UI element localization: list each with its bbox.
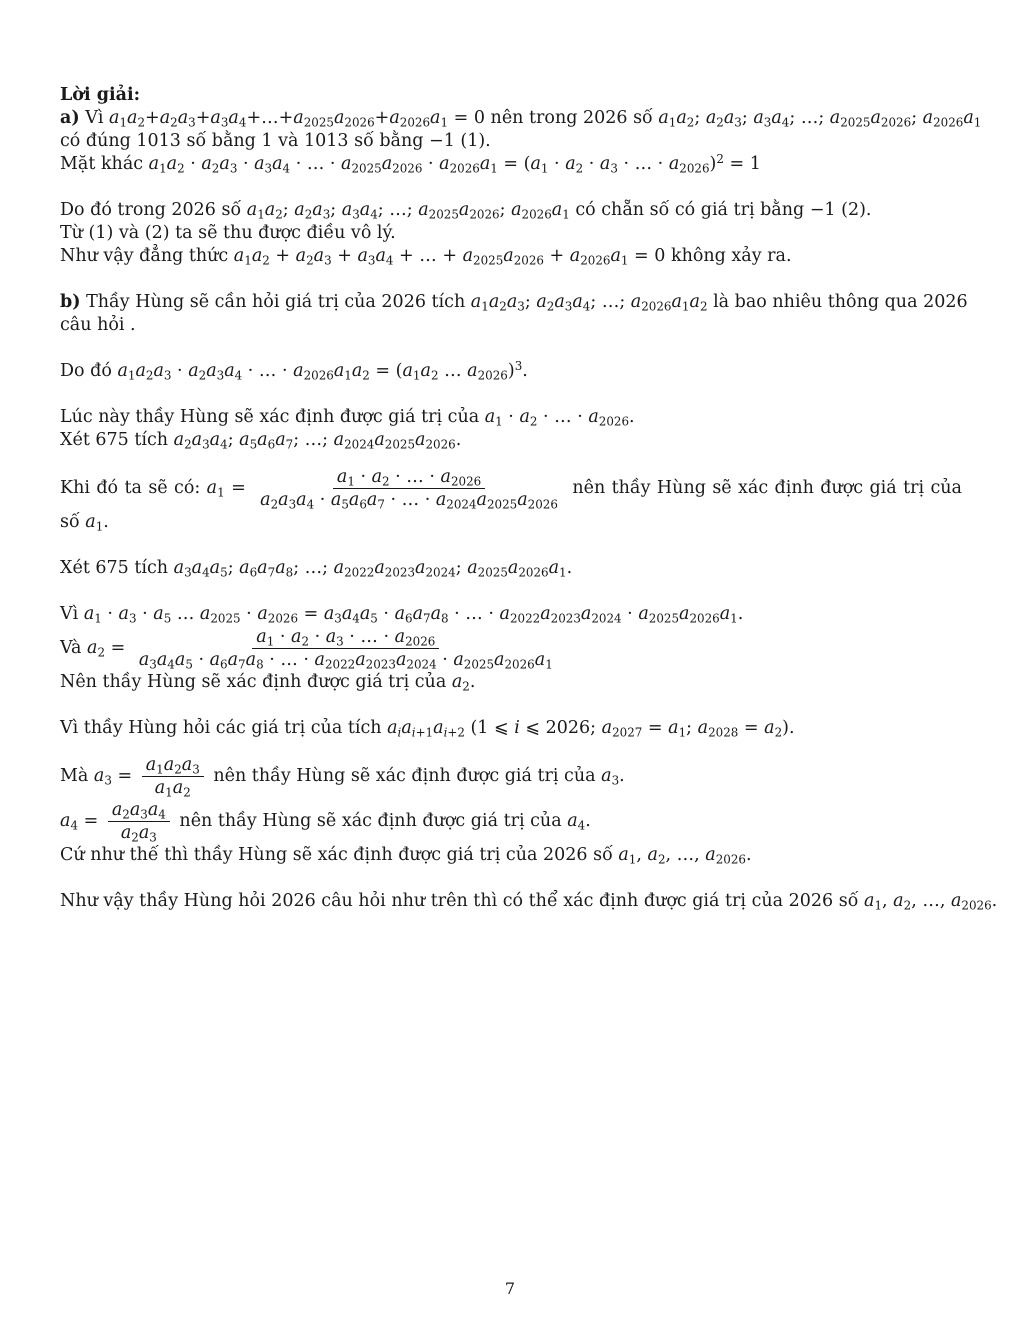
part-a-line-5: Từ (1) và (2) ta sẽ thu được điều vô lý. xyxy=(60,223,396,243)
fraction-a4: $\frac{a_2a_3a_4}{a_2a_3}$ xyxy=(108,799,170,844)
solution-heading: Lời giải: xyxy=(60,85,141,105)
part-b-line-14: $a_4$ = $\frac{a_2a_3a_4}{a_2a_3}$ nên thầy Hùng sẽ xác định được giá trị của $a_4$. xyxy=(60,800,591,845)
fraction-a2: $\frac{a_1 \cdot a_2 \cdot a_3 \cdot \dots \cdot a_{2026}}{a_3a_4a_5 \cdot a_6a_7a_8 \cdot \dots \cdot a_{2022}a_{2023}a_{2024} \cdot a_{2025}a_{2026}a_1}$ xyxy=(138,627,553,672)
part-b-line-4: Lúc này thầy Hùng sẽ xác định được giá trị của $a_1 \cdot a_2$ · … · $a_{2026}$. xyxy=(60,407,635,429)
part-b-line-9: Vì $a_1 \cdot a_3 \cdot a_5$ … $a_{2025} \cdot a_{2026} = a_3a_4a_5 \cdot a_6a_7a_8$ · … · $a_{2022}a_{2023}a_{2024} \cdot a_{2025}a_{2026}a_1$. xyxy=(60,604,744,626)
fraction-a1: $\frac{a_1 \cdot a_2 \cdot \dots \cdot a_{2026}}{a_2a_3a_4 \cdot a_5a_6a_7 \cdot \dots \cdot a_{2024}a_{2025}a_{2026}}$ xyxy=(260,467,558,512)
part-b-line-8: Xét 675 tích $a_3a_4a_5$; $a_6a_7a_8$; …; $a_{2022}a_{2023}a_{2024}$; $a_{2025}a_{2026}a_1$. xyxy=(60,558,573,580)
part-b-line-16: Như vậy thầy Hùng hỏi 2026 câu hỏi như trên thì có thể xác định được giá trị của 2026 số $a_1$, $a_2$, …, $a_{2026}$. xyxy=(60,891,998,913)
part-b-line-10: Và $a_2$ = $\frac{a_1 \cdot a_2 \cdot a_3 \cdot \dots \cdot a_{2026}}{a_3a_4a_5 \cdot a_6a_7a_8 \cdot \dots \cdot a_{2022}a_{2023}a_{2024} \cdot a_{2025}a_{2026}a_1}$ xyxy=(60,626,962,671)
part-b-line-6: Khi đó ta sẽ có: $a_1$ = $\frac{a_1 \cdot a_2 \cdot \dots \cdot a_{2026}}{a_2a_3a_4 \cdot a_5a_6a_7 \cdot \dots \cdot a_{2024}a_{2025}a_{2026}}$ nên thầy Hùng sẽ xác định được giá trị của xyxy=(60,467,962,512)
part-b-line-12: Vì thầy Hùng hỏi các giá trị của tích $a_ia_{i+1}a_{i+2}$ (1 ⩽ i ⩽ 2026; $a_{2027} = a_1$; $a_{2028} = a_2$). xyxy=(60,718,795,740)
part-b-line-7: số $a_1$. xyxy=(60,512,109,534)
part-a-label: a) xyxy=(60,108,80,128)
part-a-line-2: có đúng 1013 số bằng 1 và 1013 số bằng −1 (1). xyxy=(60,131,491,151)
part-b-line-13: Mà $a_3$ = $\frac{a_1a_2a_3}{a_1a_2}$ nên thầy Hùng sẽ xác định được giá trị của $a_3$. xyxy=(60,755,625,800)
part-b-line-11: Nên thầy Hùng sẽ xác định được giá trị của $a_2$. xyxy=(60,672,476,694)
part-b-line-3: Do đó $a_1a_2a_3 \cdot a_2a_3a_4$ · … · $a_{2026}a_1a_2 = (a_1a_2$ … $a_{2026})^3$. xyxy=(60,359,528,383)
fraction-a3: $\frac{a_1a_2a_3}{a_1a_2}$ xyxy=(142,754,204,799)
part-b-label: b) xyxy=(60,292,81,312)
solution-content xyxy=(60,84,998,913)
part-a-line-6: Như vậy đẳng thức $a_1a_2 + a_2a_3 + a_3a_4$ + … + $a_{2025}a_{2026} + a_{2026}a_1 = 0$ không xảy ra. xyxy=(60,246,792,268)
part-a-line-1: a) Vì $a_1a_2+a_2a_3+a_3a_4+\dots+a_{2025}a_{2026}+a_{2026}a_1 = 0$ nên trong 2026 số $a_1a_2$; $a_2a_3$; $a_3a_4$; …; $a_{2025}a_{2026}$; $a_{2026}a_1$ xyxy=(60,108,982,130)
part-b-line-1: b) Thầy Hùng sẽ cần hỏi giá trị của 2026 tích $a_1a_2a_3$; $a_2a_3a_4$; …; $a_{2026}a_1a_2$ là bao nhiêu thông qua 2026 xyxy=(60,292,968,314)
part-b-line-2: câu hỏi . xyxy=(60,315,136,335)
part-b-line-15: Cứ như thế thì thầy Hùng sẽ xác định được giá trị của 2026 số $a_1$, $a_2$, …, $a_{2026}$. xyxy=(60,845,752,867)
page-number: 7 xyxy=(504,1279,516,1298)
part-b-line-5: Xét 675 tích $a_2a_3a_4$; $a_5a_6a_7$; …; $a_{2024}a_{2025}a_{2026}$. xyxy=(60,430,462,452)
part-a-line-3: Mặt khác $a_1a_2 \cdot a_2a_3 \cdot a_3a_4$ · … · $a_{2025}a_{2026} \cdot a_{2026}a_1 = (a_1 \cdot a_2 \cdot a_3$ · … · $a_{2026})^2 = 1$ xyxy=(60,152,761,176)
part-a-line-4: Do đó trong 2026 số $a_1a_2$; $a_2a_3$; $a_3a_4$; …; $a_{2025}a_{2026}$; $a_{2026}a_1$ có chẵn số có giá trị bằng −1 (2). xyxy=(60,200,872,222)
